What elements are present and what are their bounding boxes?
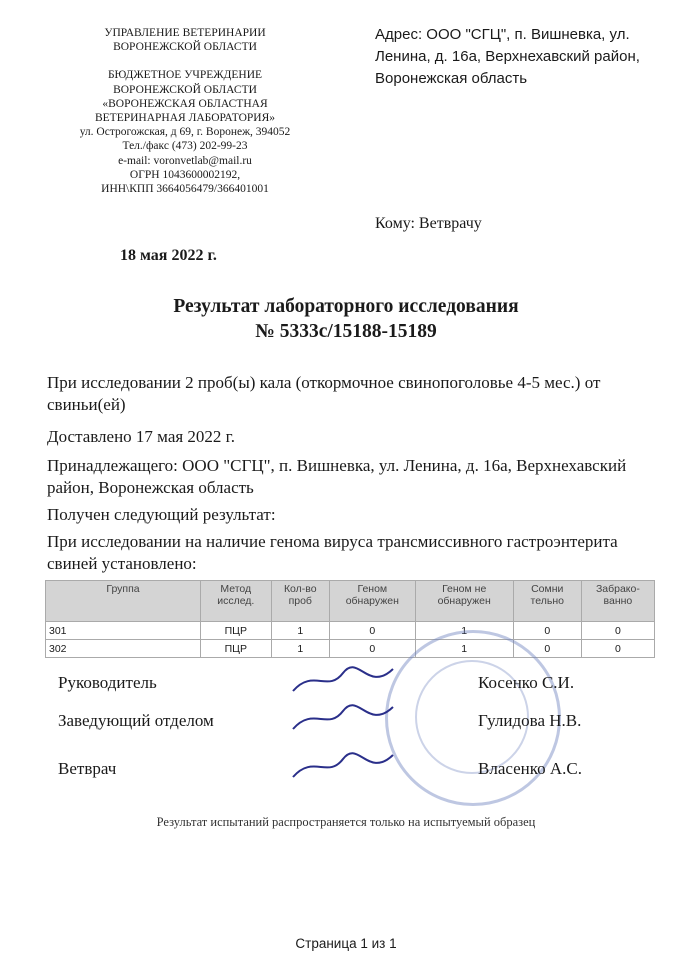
table-cell: 0 <box>513 640 581 658</box>
results-table <box>45 580 655 658</box>
column-header: Геном обнаружен <box>329 581 415 622</box>
column-header: Забрако-ванно <box>581 581 654 622</box>
org-line: e-mail: voronvetlab@mail.ru <box>118 154 252 167</box>
table-cell: ПЦР <box>201 640 272 658</box>
signature-role: Ветврач <box>58 759 117 778</box>
signature-row <box>58 673 618 693</box>
org-line: ВОРОНЕЖСКОЙ ОБЛАСТИ <box>113 83 257 96</box>
table-cell: 0 <box>329 622 415 640</box>
paragraph-test: При исследовании на наличие генома вируса трансмиссивного гастроэнтерита свиней установлено: <box>47 532 618 573</box>
table-cell: 1 <box>271 640 329 658</box>
signature-name: Косенко С.И. <box>478 673 575 692</box>
title-line-1: Результат лабораторного исследования <box>173 296 519 317</box>
handwritten-signature <box>288 749 398 785</box>
table-cell: ПЦР <box>201 622 272 640</box>
signature-name: Гулидова Н.В. <box>478 711 582 730</box>
table-cell: 302 <box>46 640 201 658</box>
column-header: Кол-во проб <box>271 581 329 622</box>
footer-note: Результат испытаний распространяется только на испытуемый образец <box>156 815 536 829</box>
table-cell: 0 <box>329 640 415 658</box>
recipient: Кому: Ветврачу <box>375 215 482 232</box>
handwritten-signature <box>288 663 398 699</box>
org-line: УПРАВЛЕНИЕ ВЕТЕРИНАРИИ <box>104 27 266 39</box>
table-cell: 0 <box>581 640 654 658</box>
org-line: «ВОРОНЕЖСКАЯ ОБЛАСТНАЯ <box>102 97 268 110</box>
table-cell: 301 <box>46 622 201 640</box>
column-header: Сомни тельно <box>513 581 581 622</box>
column-header: Метод исслед. <box>201 581 272 622</box>
column-header: Группа <box>46 581 201 622</box>
page-number: Страница 1 из 1 <box>295 936 397 951</box>
signature-role: Руководитель <box>58 673 157 692</box>
org-line: ИНН\КПП 3664056479/366401001 <box>101 183 269 196</box>
paragraph-result-intro: Получен следующий результат: <box>47 505 276 524</box>
document-title <box>0 294 692 344</box>
org-line: ВЕТЕРИНАРНАЯ ЛАБОРАТОРИЯ» <box>94 112 276 125</box>
table-cell: 0 <box>581 622 654 640</box>
signature-role: Заведующий отделом <box>58 711 214 730</box>
document-date: 18 мая 2022 г. <box>120 247 217 264</box>
org-line: ул. Острогожская, д 69, г. Воронеж, 394052 <box>79 126 291 139</box>
recipient-address: Адрес: ООО "СГЦ", п. Вишневка, ул. Ленина, д. 16а, Верхнехавский район, Воронежская область <box>375 26 640 87</box>
table-cell: 1 <box>415 640 513 658</box>
table-row <box>46 622 655 640</box>
organization-header <box>40 26 330 196</box>
table-cell: 0 <box>513 622 581 640</box>
paragraph-delivered: Доставлено 17 мая 2022 г. <box>47 427 235 446</box>
table-row <box>46 640 655 658</box>
org-line: ОГРН 1043600002192, <box>129 168 241 181</box>
org-line: БЮДЖЕТНОЕ УЧРЕЖДЕНИЕ <box>107 69 263 82</box>
handwritten-signature <box>288 701 398 737</box>
signature-row <box>58 759 618 779</box>
paragraph-owner: Принадлежащего: ООО "СГЦ", п. Вишневка, ул. Ленина, д. 16а, Верхнехавский район, Воронежская область <box>47 456 627 497</box>
paragraph-samples: При исследовании 2 проб(ы) кала (откормочное свинопоголовье 4-5 мес.) от свиньи(ей) <box>47 373 601 414</box>
org-line: Тел./факс (473) 202-99-23 <box>122 140 248 153</box>
signature-name: Власенко А.С. <box>478 759 583 778</box>
org-line <box>40 54 330 68</box>
org-line: ВОРОНЕЖСКОЙ ОБЛАСТИ <box>113 41 257 54</box>
title-line-2: № 5333с/15188-15189 <box>255 321 437 342</box>
signature-row <box>58 711 618 731</box>
table-cell: 1 <box>415 622 513 640</box>
column-header: Геном не обнаружен <box>415 581 513 622</box>
table-cell: 1 <box>271 622 329 640</box>
